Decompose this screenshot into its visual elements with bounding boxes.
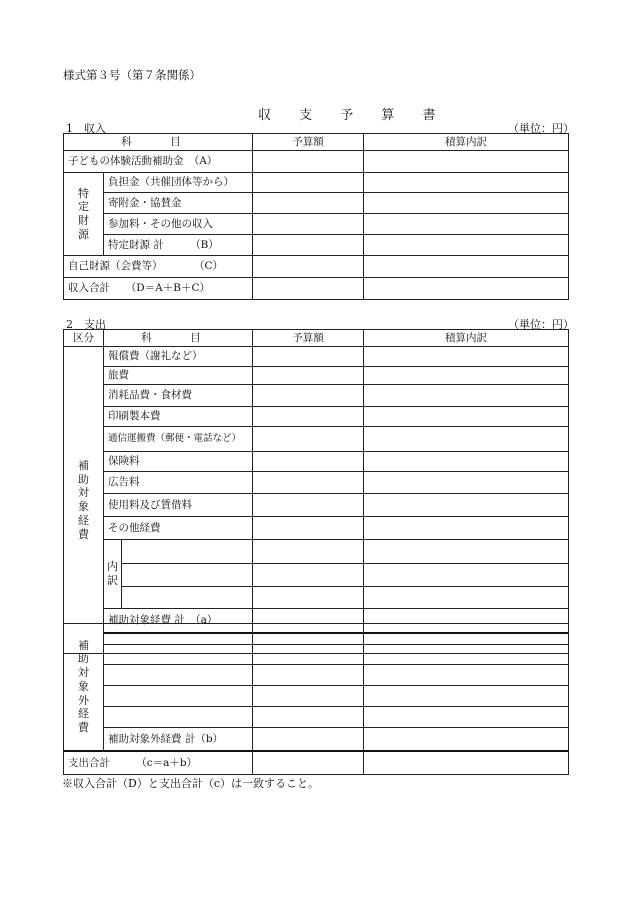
detail-cell[interactable] (364, 665, 569, 686)
detail-header: 積算内訳 (364, 330, 569, 347)
item-label: 通信運搬費（郵便・電話など） (104, 427, 253, 452)
budget-cell[interactable] (253, 564, 364, 587)
table-row (64, 452, 569, 472)
budget-cell[interactable] (253, 587, 364, 609)
income-table (63, 133, 569, 300)
table-row (64, 278, 569, 300)
item-label: 保険料 (104, 452, 253, 472)
detail-cell[interactable] (364, 472, 569, 494)
detail-cell[interactable] (364, 452, 569, 472)
eligible-total-label: 補助対象経費 計 （a） (104, 609, 253, 633)
expense-section-label: 2 支出 (66, 318, 106, 331)
table-row (64, 728, 569, 751)
budget-cell[interactable] (253, 193, 364, 214)
item-cell[interactable] (104, 645, 253, 665)
detail-cell[interactable] (364, 256, 569, 278)
breakdown-cell[interactable] (122, 564, 253, 587)
table-row (64, 686, 569, 707)
budget-cell[interactable] (253, 707, 364, 728)
budget-cell[interactable] (253, 278, 364, 300)
budget-header: 予算額 (253, 134, 364, 151)
detail-cell[interactable] (364, 407, 569, 427)
detail-cell[interactable] (364, 751, 569, 775)
budget-cell[interactable] (253, 540, 364, 564)
table-row (64, 367, 569, 385)
table-row (64, 385, 569, 407)
table-row (64, 173, 569, 193)
item-label: 報償費（謝礼など） (104, 347, 253, 367)
item-label: 使用料及び賃借料 (104, 494, 253, 517)
item-header: 科 目 (64, 134, 253, 151)
expense-header-row (64, 330, 569, 347)
budget-cell[interactable] (253, 645, 364, 665)
detail-cell[interactable] (364, 278, 569, 300)
detail-cell[interactable] (364, 645, 569, 665)
detail-cell[interactable] (364, 517, 569, 540)
detail-cell[interactable] (364, 347, 569, 367)
detail-cell[interactable] (364, 686, 569, 707)
detail-cell[interactable] (364, 624, 569, 645)
table-row (64, 645, 569, 665)
eligible-expenses-label: 補 助 対 象 経 費 (64, 347, 104, 654)
page-title: 収 支 予 算 書 (258, 108, 448, 123)
item-cell[interactable] (104, 686, 253, 707)
budget-header: 予算額 (253, 330, 364, 347)
table-row (64, 256, 569, 278)
budget-cell[interactable] (253, 517, 364, 540)
item-label: その他経費 (104, 517, 253, 540)
item-label: 寄附金・協賛金 (104, 193, 253, 214)
detail-cell[interactable] (364, 173, 569, 193)
budget-cell[interactable] (253, 347, 364, 367)
detail-cell[interactable] (364, 564, 569, 587)
budget-cell[interactable] (253, 407, 364, 427)
detail-cell[interactable] (364, 427, 569, 452)
table-row (64, 665, 569, 686)
breakdown-label: 内 訳 (104, 540, 122, 609)
budget-cell[interactable] (253, 173, 364, 193)
budget-cell[interactable] (253, 427, 364, 452)
detail-cell[interactable] (364, 235, 569, 256)
budget-cell[interactable] (253, 472, 364, 494)
income-total-label: 収入合計 （D＝A＋B＋C） (64, 278, 253, 300)
breakdown-cell[interactable] (122, 587, 253, 609)
ineligible-total-label: 補助対象外経費 計（b） (104, 728, 253, 751)
detail-cell[interactable] (364, 587, 569, 609)
item-label: 旅費 (104, 367, 253, 385)
budget-cell[interactable] (253, 151, 364, 173)
budget-cell[interactable] (253, 385, 364, 407)
detail-cell[interactable] (364, 540, 569, 564)
table-row (64, 707, 569, 728)
ineligible-expenses-label: 補 助 対 象 外 経 費 (64, 624, 104, 751)
item-cell[interactable] (104, 665, 253, 686)
income-unit: （単位：円） (508, 122, 574, 135)
item-label: 参加料・その他の収入 (104, 214, 253, 235)
note-text: ※収入合計（D）と支出合計（c）は一致すること。 (62, 777, 319, 790)
detail-header: 積算内訳 (364, 134, 569, 151)
form-number: 様式第３号（第７条関係） (63, 68, 201, 82)
table-row (64, 564, 569, 587)
budget-cell[interactable] (253, 235, 364, 256)
detail-cell[interactable] (364, 385, 569, 407)
budget-cell[interactable] (253, 256, 364, 278)
own-funds-label: 自己財源（会費等） （C） (64, 256, 253, 278)
ineligible-table (63, 623, 569, 775)
table-row (64, 407, 569, 427)
budget-cell[interactable] (253, 494, 364, 517)
item-cell[interactable] (104, 707, 253, 728)
income-section-label: 1 収入 (66, 122, 106, 135)
income-header-row (64, 134, 569, 151)
item-header: 科 目 (104, 330, 253, 347)
table-row (64, 624, 569, 645)
budget-cell[interactable] (253, 728, 364, 751)
item-label: 印刷製本費 (104, 407, 253, 427)
table-row (64, 235, 569, 256)
category-header: 区分 (64, 330, 104, 347)
expense-total-label: 支出合計 （c＝a＋b） (64, 751, 253, 775)
subsidy-label: 子どもの体験活動補助金 （A） (64, 151, 253, 173)
table-row (64, 494, 569, 517)
detail-cell[interactable] (364, 728, 569, 751)
table-row (64, 472, 569, 494)
specific-total-label: 特定財源 計 （B） (104, 235, 253, 256)
detail-cell[interactable] (364, 367, 569, 385)
detail-cell[interactable] (364, 494, 569, 517)
item-cell[interactable] (104, 624, 253, 645)
table-row (64, 214, 569, 235)
detail-cell[interactable] (364, 707, 569, 728)
table-row (64, 540, 569, 564)
table-row (64, 193, 569, 214)
table-row (64, 751, 569, 775)
budget-cell[interactable] (253, 367, 364, 385)
detail-cell[interactable] (364, 151, 569, 173)
budget-cell[interactable] (253, 214, 364, 235)
budget-cell[interactable] (253, 686, 364, 707)
expense-unit: （単位：円） (508, 318, 574, 331)
table-row (64, 151, 569, 173)
item-label: 負担金（共催団体等から） (104, 173, 253, 193)
budget-cell[interactable] (253, 452, 364, 472)
budget-cell[interactable] (253, 665, 364, 686)
budget-cell[interactable] (253, 751, 364, 775)
table-row (64, 427, 569, 452)
item-label: 消耗品費・食材費 (104, 385, 253, 407)
table-row (64, 587, 569, 609)
specific-funds-label: 特 定 財 源 (64, 173, 104, 256)
breakdown-cell[interactable] (122, 540, 253, 564)
item-label: 広告料 (104, 472, 253, 494)
expense-table (63, 329, 569, 654)
budget-cell[interactable] (253, 624, 364, 645)
detail-cell[interactable] (364, 193, 569, 214)
detail-cell[interactable] (364, 214, 569, 235)
table-row (64, 347, 569, 367)
table-row (64, 517, 569, 540)
